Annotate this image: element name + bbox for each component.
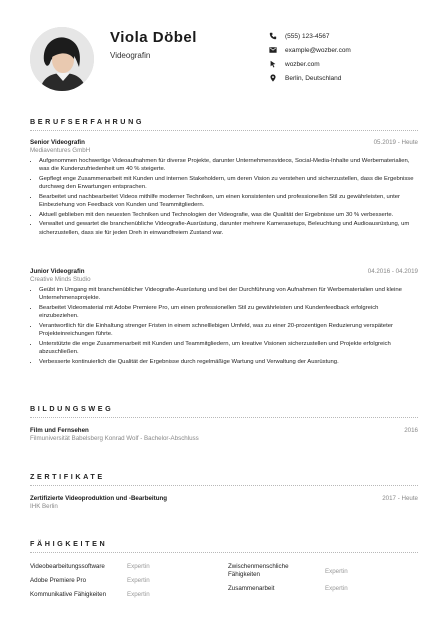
- certificate-name: Zertifizierte Videoproduktion und -Bearbeitung: [30, 495, 168, 502]
- job-bullets: [30, 286, 418, 366]
- job-bullet: • Verantwortlich für die Einhaltung strenger Fristen in einem schnelllebigen Umfeld, was zu einer 20-prozentigen Reduzierung verspäteter Projekteinreichungen führte.: [39, 322, 418, 338]
- education-year: 2016: [404, 427, 418, 434]
- contact-location-text: Berlin, Deutschland: [285, 74, 342, 82]
- skill-name: Zwischenmenschliche Fähigkeiten: [228, 563, 289, 578]
- job-title: Junior Videografin: [30, 268, 85, 275]
- certificate-entry: [30, 495, 418, 510]
- section-divider: [30, 552, 418, 553]
- contact-list: [268, 29, 351, 85]
- skill-level: Expertin: [127, 563, 150, 570]
- section-title-certificates: ZERTIFIKATE: [30, 472, 105, 481]
- contact-phone-text: (555) 123-4567: [285, 32, 330, 40]
- section-divider: [30, 130, 418, 131]
- education-detail: Filmuniversität Babelsberg Konrad Wolf - Bachelor-Abschluss: [30, 435, 199, 442]
- job-entry: [30, 268, 418, 367]
- education-entry: [30, 427, 418, 442]
- job-bullet: • Bearbeitet und nachbearbeitet Videos mithilfe moderner Techniken, um einen konsistenten und professionellen Stil zu gewährleisten, unter Einbeziehung von Feedback von Kunden und Teammitgliedern.: [39, 193, 418, 209]
- job-company: Mediaventures GmbH: [30, 147, 91, 154]
- job-dates: 05.2019 - Heute: [373, 139, 418, 146]
- skill-name: Kommunikative Fähigkeiten: [30, 591, 107, 598]
- contact-email[interactable]: [268, 43, 351, 57]
- skill-level: Expertin: [127, 591, 150, 598]
- job-bullet: • Aktuell geblieben mit den neuesten Techniken und Technologien der Videografie, was die Qualität der Ergebnisse um 30 % verbesserte.: [39, 211, 418, 219]
- job-bullet: • Verwaltet und gewartet die branchenübliche Videografie-Ausrüstung, darunter mehrere Kamerasetups, Beleuchtung und Audioausrüstung, um sicherzustellen, dass sie für jeden Dreh in einwandfreiem Zustand war.: [39, 220, 418, 236]
- job-bullet: • Verbesserte kontinuierlich die Qualität der Ergebnisse durch regelmäßige Wartung und Verwaltung der Ausrüstung.: [39, 358, 418, 366]
- skill-name: Videobearbeitungssoftware: [30, 563, 105, 570]
- contact-email-text: example@wozber.com: [285, 46, 351, 54]
- contact-location: [268, 71, 351, 85]
- job-entry: [30, 139, 418, 238]
- skill-name: Adobe Premiere Pro: [30, 577, 87, 584]
- profile-photo: [30, 27, 94, 91]
- job-company: Creative Minds Studio: [30, 276, 91, 283]
- job-bullets: [30, 157, 418, 237]
- contact-phone[interactable]: [268, 29, 351, 43]
- job-bullet: • Gepflegt enge Zusammenarbeit mit Kunden und internen Stakeholdern, um deren Vision zu verstehen und sicherzustellen, dass die Ergebnisse durchweg den Erwartungen entsprachen.: [39, 175, 418, 191]
- certificate-dates: 2017 - Heute: [382, 495, 418, 502]
- contact-website[interactable]: [268, 57, 351, 71]
- email-icon: [268, 45, 278, 55]
- job-bullet: • Geübt im Umgang mit branchenüblicher Videografie-Ausrüstung und bei der Durchführung von Aufnahmen für Werbematerialien und kleine Unternehmensprojekte.: [39, 286, 418, 302]
- link-icon: [268, 59, 278, 69]
- section-title-education: BILDUNGSWEG: [30, 404, 114, 413]
- job-bullet: • Aufgenommen hochwertige Videoaufnahmen für diverse Projekte, darunter Unternehmensvideos, Social-Media-Inhalte und Werbematerialien, was die Kundenzufriedenheit um 40 % steigerte.: [39, 157, 418, 173]
- location-icon: [268, 73, 278, 83]
- job-bullet: • Bearbeitet Videomaterial mit Adobe Premiere Pro, um einen professionellen Stil zu gewährleisten und Kundenfeedback erfolgreich einzubeziehen.: [39, 304, 418, 320]
- job-title: Senior Videografin: [30, 139, 85, 146]
- skill-level: Expertin: [325, 568, 348, 575]
- section-divider: [30, 485, 418, 486]
- certificate-issuer: IHK Berlin: [30, 503, 58, 510]
- candidate-role: Videografin: [110, 51, 151, 60]
- contact-website-text: wozber.com: [285, 60, 320, 68]
- phone-icon: [268, 31, 278, 41]
- skill-level: Expertin: [127, 577, 150, 584]
- job-dates: 04.2016 - 04.2019: [367, 268, 418, 275]
- skill-name: Zusammenarbeit: [228, 585, 275, 592]
- section-divider: [30, 417, 418, 418]
- section-title-experience: BERUFSERFAHRUNG: [30, 117, 145, 126]
- candidate-name: Viola Döbel: [110, 29, 197, 46]
- job-bullet: • Unterstützte die enge Zusammenarbeit mit Kunden und Teammitgliedern, um kreative Visionen sicherzustellen und Projekte erfolgreich abzuschließen.: [39, 340, 418, 356]
- section-title-skills: FÄHIGKEITEN: [30, 539, 108, 548]
- education-degree: Film und Fernsehen: [30, 427, 89, 434]
- skill-level: Expertin: [325, 585, 348, 592]
